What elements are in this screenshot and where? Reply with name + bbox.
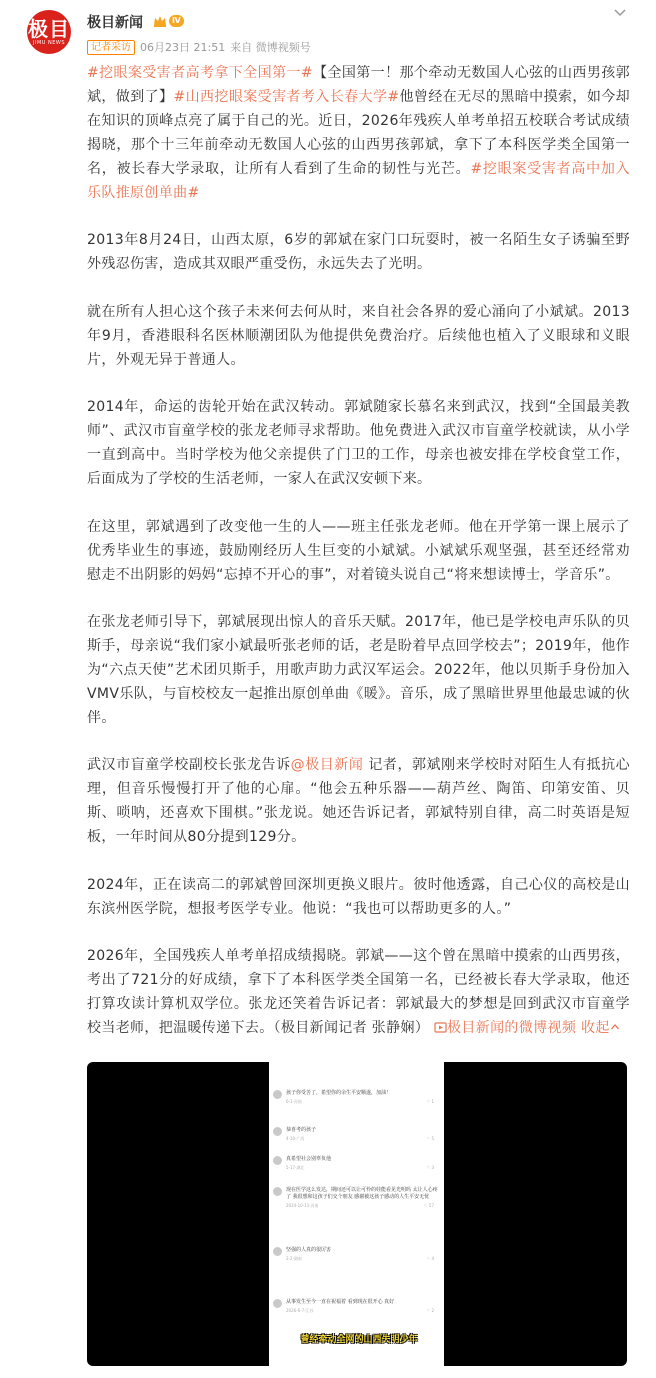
comment-avatar (273, 1090, 282, 1099)
paragraph-intro (87, 61, 630, 205)
comment-likes: ♡ 2 (426, 1308, 434, 1313)
chevron-up-icon (610, 1022, 620, 1032)
comment-text: 恭喜考的孩子 (286, 1127, 317, 1133)
mention-link[interactable]: @极目新闻 (290, 757, 364, 774)
paragraph-7-after: 记者，郭斌刚来学校时对陌生人有抵抗心理，但音乐慢慢打开了他的心扉。“他会五种乐器——葫芦丝、陶笛、印第安笛、贝斯、唢呐，还喜欢下围棋。”张龙说。她还告诉记者，郭斌特别自律，高二时英语是短板，一年时间从80分提到129分。 (87, 757, 630, 846)
intro-text: 他曾经在无尽的黑暗中摸索，如今却在知识的顶峰点亮了属于自己的光。近日，2026年残疾人单考单招五校联合考试成绩揭晓，那个十三年前牵动无数国人心弦的山西男孩郭斌，拿下了本科医学类全国第一名，被长春大学录取，让所有人看到了生命的韧性与光芒。 (87, 89, 630, 177)
post-header (0, 0, 656, 60)
paragraph-2: 2013年8月24日，山西太原，6岁的郭斌在家门口玩耍时，被一名陌生女子诱骗至野外残忍伤害，造成其双眼严重受伤，永远失去了光明。 (87, 232, 630, 273)
paragraph-7 (87, 753, 630, 849)
post-via: 来自 微博视频号 (230, 41, 311, 54)
avatar-logo-sub: JIMU NEWS (32, 40, 66, 46)
comment-text: 从事发生至今一直在祝福着 看到现在很开心 真好 (286, 1299, 395, 1305)
video-comment (273, 1156, 440, 1171)
post-date[interactable]: 06月23日 21:51 (140, 41, 226, 54)
comment-likes: ♡ 3 (426, 1165, 434, 1170)
video-comment (273, 1127, 440, 1142)
video-frame (269, 1062, 444, 1366)
video-comment (273, 1247, 440, 1262)
video-link-icon (434, 1021, 447, 1034)
video-caption: 曾经牵动全网的山西失明少年 (300, 1335, 418, 1345)
comment-text: 现在医学这么发达，期间还可以让可怜的娃能看见光明吗 太让人心疼了 我很想和这孩子们交个朋友 感谢被这孩子感动的人生平安无忧 (286, 1187, 438, 1200)
intro-text: 【全国第一！那个牵动无数国人心弦的山西男孩郭斌，做到了】 (87, 65, 630, 105)
hashtag-link[interactable]: #挖眼案受害者高考拿下全国第一# (87, 65, 313, 81)
crown-icon (153, 14, 167, 28)
comment-text: 坚强的人真的很厉害 (286, 1247, 332, 1253)
comment-text: 真希望社会别辜负他 (286, 1156, 332, 1162)
comment-likes: ♡ 1 (426, 1099, 434, 1104)
paragraph-4: 2014年，命运的齿轮开始在武汉转动。郭斌随家长慕名来到武汉，找到“全国最美教师”、武汉市盲童学校的张龙老师寻求帮助。他免费进入武汉市盲童学校就读，从小学一直到高中。当时学校为他父亲提供了门卫的工作，母亲也被安排在学校食堂工作，后面成为了学校的生活老师，一家人在武汉安顿下来。 (87, 399, 630, 488)
comment-avatar (273, 1127, 282, 1136)
post-content (87, 61, 630, 1064)
paragraph-7-before: 武汉市盲童学校副校长张龙告诉 (87, 757, 291, 774)
paragraph-9 (87, 944, 630, 1040)
comment-text: 孩子你受苦了，希望你的余生平安顺遂，加油！ (286, 1090, 392, 1096)
comment-likes: ♡ 57 (424, 1203, 434, 1208)
source-tag: 记者采访 (87, 40, 135, 55)
member-badge[interactable] (153, 14, 184, 28)
comment-avatar (273, 1247, 282, 1256)
chevron-down-icon[interactable] (612, 4, 628, 20)
account-name[interactable]: 极目新闻 (87, 15, 143, 31)
video-link[interactable] (434, 1020, 576, 1036)
post-meta (87, 39, 311, 55)
paragraph-9-text: 2026年，全国残疾人单考单招成绩揭晓。郭斌——这个曾在黑暗中摸索的山西男孩，考出了721分的好成绩，拿下了本科医学类全国第一名，已经被长春大学录取，他还打算攻读计算机双学位。张龙还笑着告诉记者：郭斌最大的梦想是回到武汉市盲童学校当老师，把温暖传递下去。（极目新闻记者 张静娴） (87, 948, 630, 1037)
comment-time: 2024-10-11·河南 (286, 1203, 319, 1208)
paragraph-8: 2024年，正在读高二的郭斌曾回深圳更换义眼片。彼时他透露，自己心仪的高校是山东滨州医学院，想报考医学专业。他说：“我也可以帮助更多的人。” (87, 876, 630, 917)
avatar-logo-text: 极目 (28, 17, 70, 41)
comment-time: 4-10·广西 (286, 1136, 305, 1141)
comment-avatar (273, 1187, 282, 1196)
video-comment (273, 1090, 440, 1105)
hashtag-link[interactable]: #山西挖眼案受害者考入长春大学# (173, 89, 400, 105)
paragraph-5: 在这里，郭斌遇到了改变他一生的人——班主任张龙老师。他在开学第一课上展示了优秀毕业生的事迹，鼓励刚经历人生巨变的小斌斌。小斌斌乐观坚强，甚至还经常劝慰走不出阴影的妈妈“忘掉不开心的事”，对着镜头说自己“将来想读博士，学音乐”。 (87, 518, 630, 583)
comment-avatar (273, 1156, 282, 1165)
comment-time: 6-1·河南 (286, 1099, 302, 1104)
comment-avatar (273, 1299, 282, 1308)
video-comment (273, 1299, 440, 1314)
collapse-button[interactable] (581, 1020, 620, 1036)
comment-time: 2026-6-7·江苏 (286, 1308, 314, 1313)
video-link-label: 极目新闻的微博视频 (447, 1020, 577, 1037)
video-player[interactable] (87, 1062, 627, 1366)
level-badge: Ⅳ (169, 15, 184, 27)
comment-likes: ♡ 5 (426, 1136, 434, 1141)
comment-time: 5-17·湖北 (286, 1165, 305, 1170)
comment-time: 2-2·湖南 (286, 1256, 302, 1261)
collapse-label: 收起 (580, 1020, 610, 1037)
paragraph-6: 在张龙老师引导下，郭斌展现出惊人的音乐天赋。2017年，他已是学校电声乐队的贝斯手，母亲说“我们家小斌最听张老师的话，老是盼着早点回学校去”；2019年，他作为“六点天使”艺术团贝斯手，用歌声助力武汉军运会。2022年，他以贝斯手身份加入VMV乐队，与盲校校友一起推出原创单曲《暖》。音乐，成了黑暗世界里他最忠诚的伙伴。 (87, 613, 630, 726)
comment-likes: ♡ 4 (426, 1256, 434, 1261)
paragraph-3: 就在所有人担心这个孩子未来何去何从时，来自社会各界的爱心涌向了小斌斌。2013年9月，香港眼科名医林顺潮团队为他提供免费治疗。后续他也植入了义眼球和义眼片，外观无异于普通人。 (87, 303, 630, 368)
hashtag-link[interactable]: #挖眼案受害者高中加入乐队推原创单曲# (87, 161, 630, 201)
avatar[interactable] (27, 10, 71, 54)
video-comment (273, 1187, 440, 1209)
